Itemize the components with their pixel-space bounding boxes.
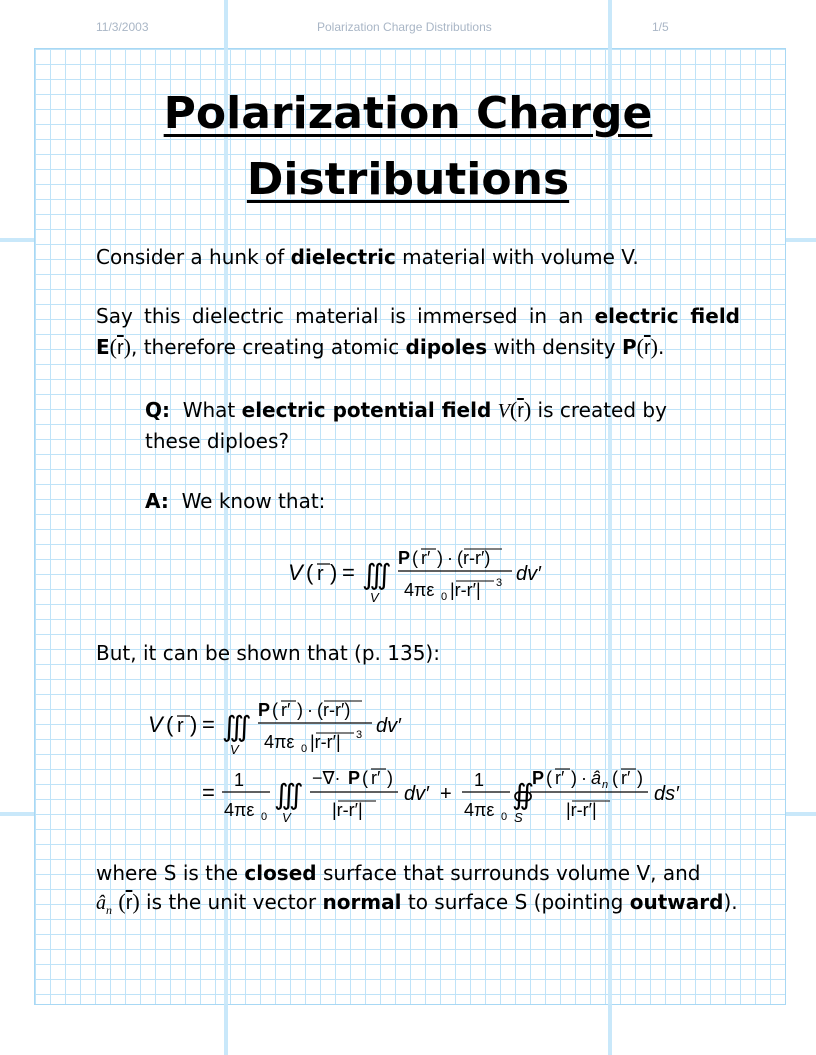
eq2-diff: (r-r′) xyxy=(317,700,351,720)
eq2-paren: ) xyxy=(571,768,577,788)
eq2-dot2: · xyxy=(581,768,587,788)
header-date: 11/3/2003 xyxy=(96,20,149,34)
question-line-2: these diploes? xyxy=(145,429,289,453)
eq2-paren: ( xyxy=(362,768,368,788)
eq2-paren: ( xyxy=(272,700,278,720)
eq1-numerator: P xyxy=(398,548,411,568)
eq1-denominator: 4πε xyxy=(404,580,435,600)
eq2-frac1-num: 1 xyxy=(234,770,245,790)
eq1-lhs-v: V xyxy=(288,560,303,585)
eq1-r: r xyxy=(317,563,324,585)
eq1-rp: r′ xyxy=(421,548,431,568)
equation-1 xyxy=(280,538,580,610)
eq2-abs: |r-r′| xyxy=(310,732,341,752)
eq2-denominator: 4πε xyxy=(264,732,295,752)
eq2-paren: ( xyxy=(612,768,618,788)
eq2-rp4: r′ xyxy=(621,768,631,788)
eq2-paren: ) xyxy=(297,700,303,720)
paragraph-4-line-1: where S is the closed surface that surrounds volume V, and xyxy=(96,861,701,885)
eq1-integral-limit: V xyxy=(370,590,379,605)
eq1-abs: |r-r′| xyxy=(450,580,481,600)
header-title: Polarization Charge Distributions xyxy=(317,20,492,34)
eq1-dv: dv′ xyxy=(516,563,541,585)
eq2-frac2-sub: 0 xyxy=(501,811,508,823)
eq2-divergence: −∇· xyxy=(312,768,341,788)
page-title-line-1: Polarization Charge xyxy=(163,88,653,139)
answer-line: A: We know that: xyxy=(145,489,326,513)
eq2-frac1-sub: 0 xyxy=(261,811,268,823)
page-title-line-2: Distributions xyxy=(246,154,570,205)
equation-2 xyxy=(140,690,720,830)
eq2-ds: ds′ xyxy=(654,783,679,805)
eq2-rp2: r′ xyxy=(371,768,381,788)
eq2-r: r xyxy=(177,715,184,737)
paragraph-2-line-1: Say this dielectric material is immersed in an electric field xyxy=(96,304,740,328)
eq1-diff: (r-r′) xyxy=(457,548,491,568)
eq2-numerator: P xyxy=(258,700,271,720)
eq2-paren: ) xyxy=(387,768,393,788)
paragraph-3: But, it can be shown that (p. 135): xyxy=(96,641,440,665)
paragraph-4-line-2: $â_n$ $(\overline{r})$ is the unit vector normal to surface S (pointing outward). xyxy=(96,889,738,917)
eq2-paren: ( xyxy=(546,768,552,788)
question-line-1: Q: What electric potential field $V(\overline{r})$ is created by xyxy=(145,397,667,422)
eq2-abs2: |r-r′| xyxy=(332,800,363,820)
eq2-paren: ( xyxy=(166,712,174,737)
eq1-paren: ) xyxy=(437,548,443,568)
eq2-p2: P xyxy=(532,768,545,788)
eq2-equals: = xyxy=(202,712,215,737)
eq1-sub: 0 xyxy=(441,591,448,603)
eq2-plus: + xyxy=(440,783,452,805)
eq2-rp3: r′ xyxy=(555,768,565,788)
eq2-an: â xyxy=(591,768,602,788)
eq2-an-sub: n xyxy=(602,779,609,791)
eq2-triple-integral: ∭ xyxy=(222,711,252,742)
eq2-dv: dv′ xyxy=(376,715,401,737)
eq2-dv-2: dv′ xyxy=(404,783,429,805)
eq2-rp: r′ xyxy=(281,700,291,720)
eq1-paren: ( xyxy=(306,560,314,585)
eq2-frac2-den: 4πε xyxy=(464,800,495,820)
eq2-frac1-den: 4πε xyxy=(224,800,255,820)
eq1-paren: ) xyxy=(330,560,338,585)
eq1-triple-integral: ∭ xyxy=(362,559,392,590)
eq1-paren: ( xyxy=(412,548,418,568)
eq2-paren: ) xyxy=(637,768,643,788)
eq2-abs3: |r-r′| xyxy=(566,800,597,820)
eq1-power: 3 xyxy=(496,577,503,589)
eq2-paren: ) xyxy=(190,712,198,737)
eq2-integral-limit: V xyxy=(230,742,239,757)
eq2-p: P xyxy=(348,768,361,788)
eq1-equals: = xyxy=(342,560,355,585)
paragraph-2-line-2: $E(\overline{r})$, therefore creating atomic dipoles with density $P(\overline{r})$. xyxy=(96,334,665,359)
eq2-lhs-v: V xyxy=(148,712,163,737)
eq2-equals-2: = xyxy=(202,780,215,805)
eq2-power: 3 xyxy=(356,729,363,741)
eq2-surface-limit: S xyxy=(514,810,523,825)
eq2-sub: 0 xyxy=(301,743,308,755)
eq2-integral-limit-2: V xyxy=(282,810,291,825)
eq2-surface-integral: ∯ xyxy=(512,779,535,810)
eq2-triple-integral-2: ∭ xyxy=(274,779,304,810)
paragraph-1: Consider a hunk of dielectric material with volume V. xyxy=(96,245,639,269)
eq2-dot: · xyxy=(307,700,313,720)
eq1-dot: · xyxy=(447,548,453,568)
eq2-frac2-num: 1 xyxy=(474,770,485,790)
header-page-number: 1/5 xyxy=(652,20,669,34)
